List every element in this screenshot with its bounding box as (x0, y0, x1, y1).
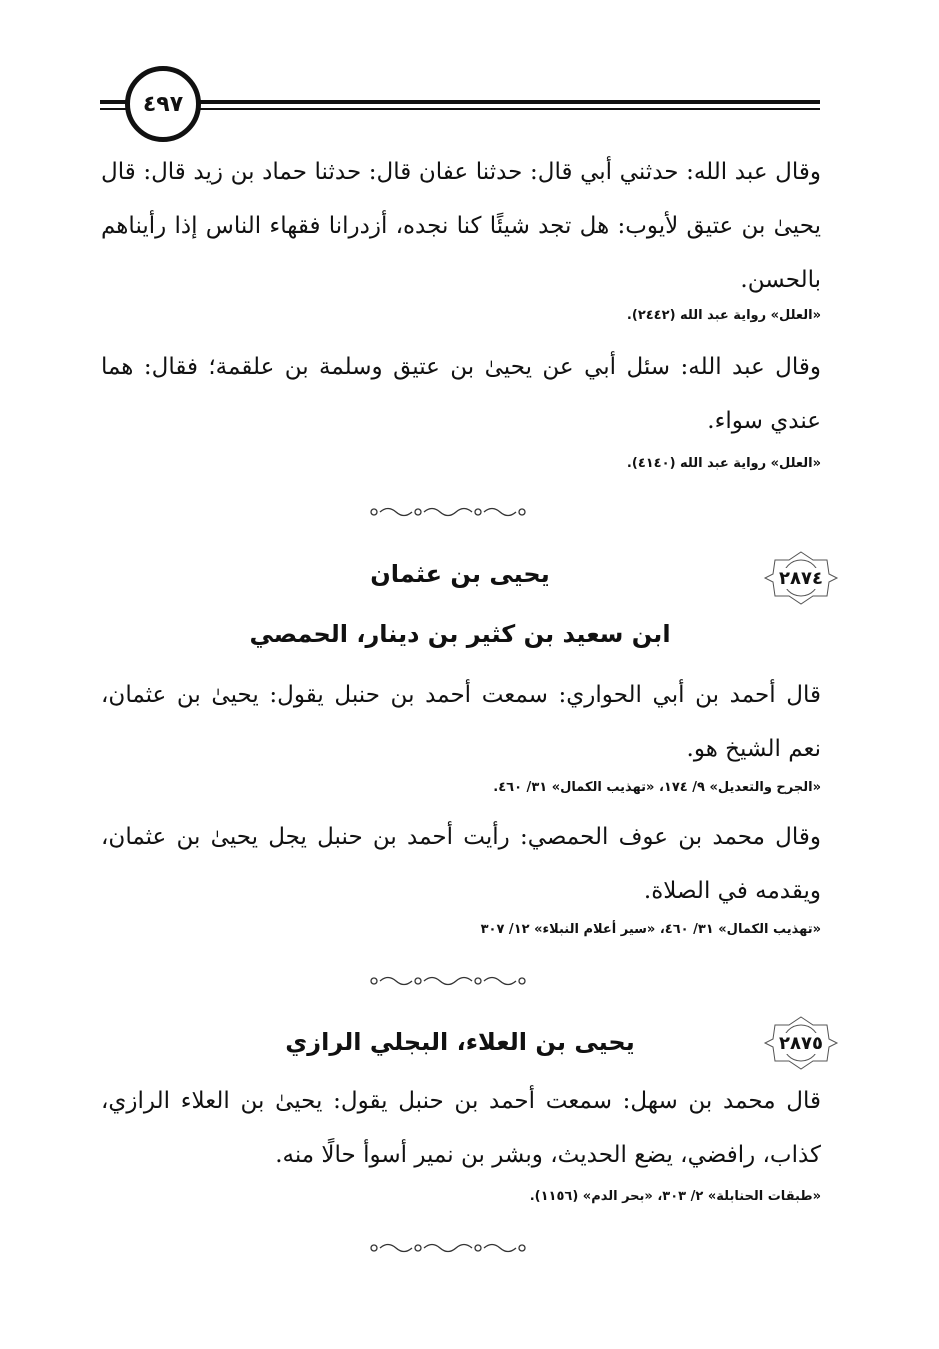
paragraph: قال محمد بن سهل: سمعت أحمد بن حنبل يقول: يحيىٰ بن العلاء الرازي، كذاب، رافضي، يضع الحديث، وبشر بن نمير أسوأ حالًا منه. (101, 1088, 821, 1168)
source-citation: «العلل» رواية عبد الله (٤١٤٠). (626, 456, 821, 471)
source-citation: «العلل» رواية عبد الله (٢٤٤٢). (626, 308, 821, 323)
header-rule-right (198, 100, 820, 104)
source-citation: «تهذيب الكمال» ٣١/ ٤٦٠، «سير أعلام النبلاء» ١٢/ ٣٠٧ (480, 922, 821, 937)
entry-number-badge (763, 1013, 839, 1073)
header-rule-right-thin (198, 108, 820, 110)
entry-number-badge (763, 548, 839, 608)
ornament-divider (360, 1240, 540, 1256)
entry-subtitle: ابن سعيد بن كثير بن دينار، الحمصي (249, 620, 671, 648)
ornament-divider (360, 504, 540, 520)
entry-number: ٢٨٧٤ (779, 567, 823, 589)
paragraph: وقال عبد الله: حدثني أبي قال: حدثنا عفان قال: حدثنا حماد بن زيد قال: قال يحيىٰ بن عتيق لأيوب: هل تجد شيئًا كنا نجده، أزدرانا فقهاء الناس إذا رأيناهم بالحسن. (101, 159, 821, 293)
page-number: ٤٩٧ (125, 66, 201, 142)
source-citation: «طبقات الحنابلة» ٢/ ٣٠٣، «بحر الدم» (١١٥٦). (529, 1189, 821, 1204)
entry-title: يحيى بن العلاء، البجلي الرازي (285, 1028, 635, 1056)
source-citation: «الجرح والتعديل» ٩/ ١٧٤، «تهذيب الكمال» ٣١/ ٤٦٠. (493, 780, 821, 795)
paragraph: قال أحمد بن أبي الحواري: سمعت أحمد بن حنبل يقول: يحيىٰ بن عثمان، نعم الشيخ هو. (101, 682, 821, 762)
paragraph: وقال محمد بن عوف الحمصي: رأيت أحمد بن حنبل يجل يحيىٰ بن عثمان، ويقدمه في الصلاة. (101, 824, 821, 904)
entry-number: ٢٨٧٥ (779, 1032, 823, 1054)
ornament-divider (360, 973, 540, 989)
paragraph: وقال عبد الله: سئل أبي عن يحيىٰ بن عتيق وسلمة بن علقمة؛ فقال: هما عندي سواء. (101, 354, 821, 434)
entry-title: يحيى بن عثمان (370, 560, 550, 588)
